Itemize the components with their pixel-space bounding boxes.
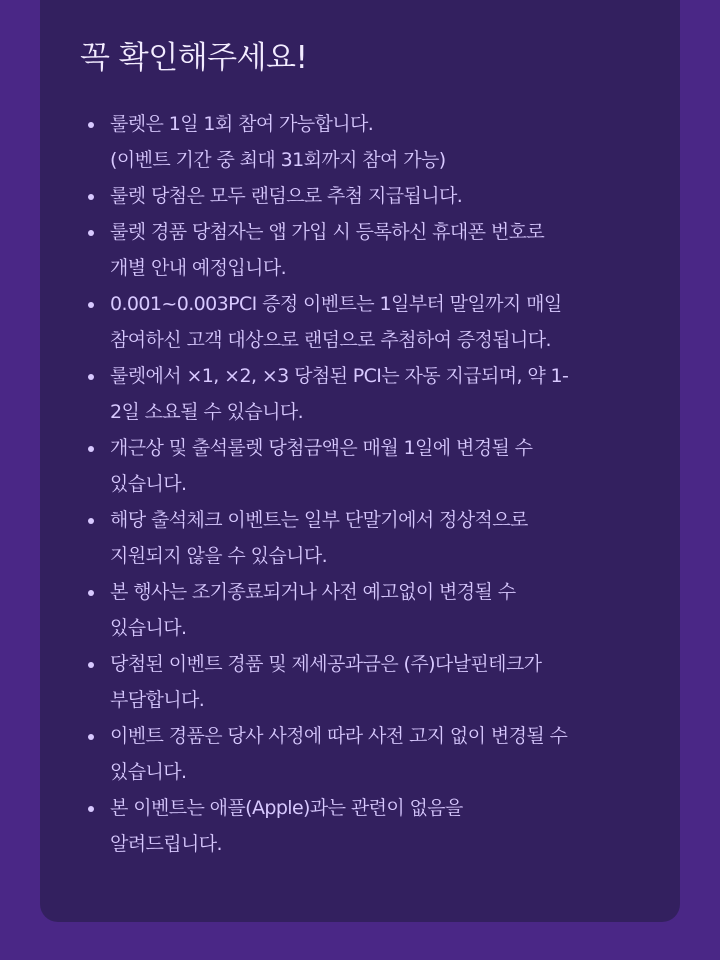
notice-item-3 <box>88 214 660 286</box>
notice-item-11 <box>88 790 660 862</box>
bullet-icon <box>88 194 94 200</box>
notice-text: 지원되지 않을 수 있습니다. <box>110 545 328 567</box>
notice-text: 룰렛은 1일 1회 참여 가능합니다. <box>110 113 374 135</box>
notice-text: 부담합니다. <box>110 689 205 711</box>
notice-item-2 <box>88 178 660 214</box>
bullet-icon <box>88 518 94 524</box>
notice-text: 있습니다. <box>110 617 187 639</box>
bullet-icon <box>88 230 94 236</box>
notice-text: (이벤트 기간 중 최대 31회까지 참여 가능) <box>110 149 446 171</box>
notice-text: 참여하신 고객 대상으로 랜덤으로 추첨하여 증정됩니다. <box>110 329 551 351</box>
notice-text: 당첨된 이벤트 경품 및 제세공과금은 (주)다날핀테크가 <box>110 653 542 675</box>
notice-text: 해당 출석체크 이벤트는 일부 단말기에서 정상적으로 <box>110 509 528 531</box>
notice-text: 알려드립니다. <box>110 833 222 855</box>
bullet-icon <box>88 734 94 740</box>
notice-text: 룰렛 경품 당첨자는 앱 가입 시 등록하신 휴대폰 번호로 <box>110 221 545 243</box>
notice-item-9 <box>88 646 660 718</box>
notice-text: 개근상 및 출석룰렛 당첨금액은 매월 1일에 변경될 수 <box>110 437 533 459</box>
notice-item-7 <box>88 502 660 574</box>
notice-list <box>88 106 660 862</box>
notice-item-4 <box>88 286 660 358</box>
bullet-icon <box>88 662 94 668</box>
notice-item-6 <box>88 430 660 502</box>
notice-text: 본 이벤트는 애플(Apple)과는 관련이 없음을 <box>110 797 463 819</box>
notice-text: 개별 안내 예정입니다. <box>110 257 287 279</box>
bullet-icon <box>88 374 94 380</box>
bullet-icon <box>88 806 94 812</box>
notice-item-1 <box>88 106 660 178</box>
notice-text: 있습니다. <box>110 473 187 495</box>
notice-item-8 <box>88 574 660 646</box>
bullet-icon <box>88 590 94 596</box>
notice-text: 있습니다. <box>110 761 187 783</box>
notice-text: 이벤트 경품은 당사 사정에 따라 사전 고지 없이 변경될 수 <box>110 725 568 747</box>
notice-text: 본 행사는 조기종료되거나 사전 예고없이 변경될 수 <box>110 581 516 603</box>
notice-text: 룰렛에서 ×1, ×2, ×3 당첨된 PCI는 자동 지급되며, 약 1- <box>110 365 569 387</box>
notice-item-5 <box>88 358 660 430</box>
bullet-icon <box>88 122 94 128</box>
bullet-icon <box>88 446 94 452</box>
notice-text: 2일 소요될 수 있습니다. <box>110 401 304 423</box>
notice-title: 꼭 확인해주세요! <box>80 40 308 76</box>
notice-text: 룰렛 당첨은 모두 랜덤으로 추첨 지급됩니다. <box>110 185 463 207</box>
bullet-icon <box>88 302 94 308</box>
notice-text: 0.001~0.003PCI 증정 이벤트는 1일부터 말일까지 매일 <box>110 293 562 315</box>
notice-item-10 <box>88 718 660 790</box>
